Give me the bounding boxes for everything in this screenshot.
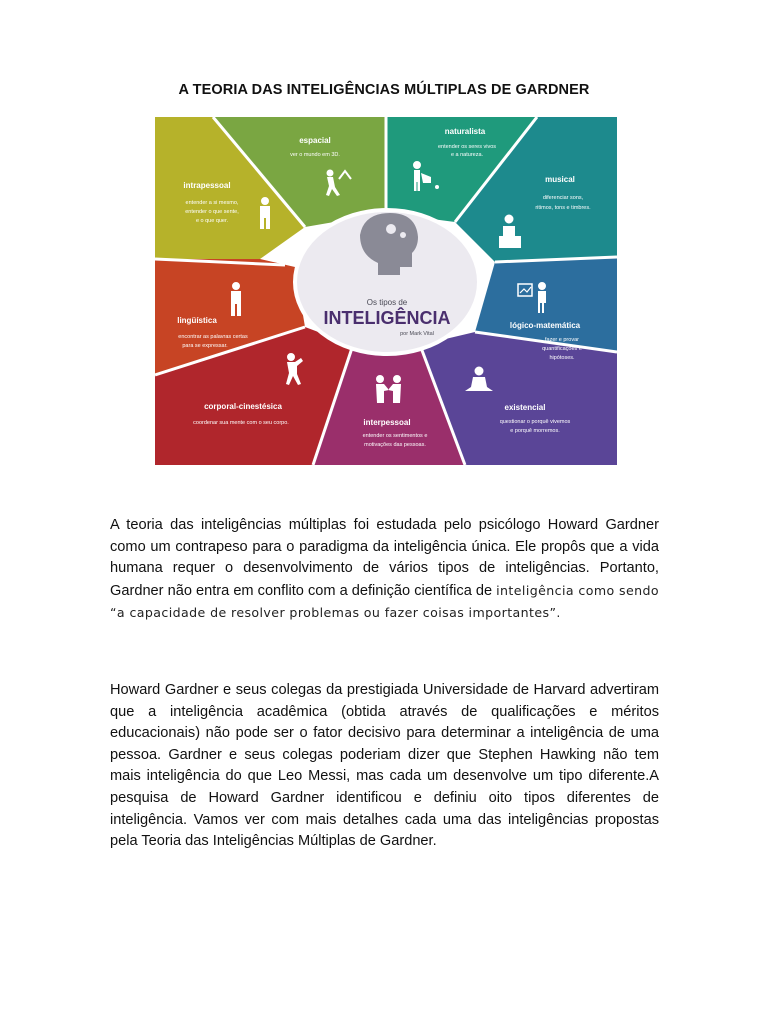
desc-espacial-1: ver o mundo em 3D. [290,152,340,158]
desc-logico-1: fazer e provar [545,337,579,343]
desc-logico-2: quantificações e [542,346,582,352]
desc-musical-1: diferenciar sons, [542,195,584,201]
label-interpessoal: interpessoal [363,418,411,427]
desc-corporal-1: coordenar sua mente com o seu corpo. [193,420,289,426]
center-title: INTELIGÊNCIA [323,308,451,328]
desc-musical-2: ritimos, tons e timbres. [535,205,591,211]
desc-existencial-2: e porquê morremos. [510,428,560,434]
desc-existencial-1: questionar o porquê vivemos [499,419,571,425]
paragraph-1 [110,515,659,625]
label-existencial: existencial [504,403,546,412]
desc-interpessoal-2: motivações das pessoas. [364,442,426,448]
desc-linguistica-2: para se expressar. [182,343,228,349]
document-title: A TEORIA DAS INTELIGÊNCIAS MÚLTIPLAS DE GARDNER [178,82,590,98]
label-intrapessoal: intrapessoal [183,181,231,190]
desc-intrapessoal-3: e o que quer. [195,218,229,224]
label-linguistica: lingüística [177,316,217,325]
desc-intrapessoal-1: entender a si mesmo, [185,200,239,206]
desc-naturalista-2: e a natureza. [450,152,484,158]
label-logico-matematica: lógico-matemática [509,321,581,330]
desc-interpessoal-1: entender os sentimentos e [362,433,428,439]
desc-linguistica-1: encontrar as palavras certas [178,334,248,340]
label-naturalista: naturalista [444,127,486,136]
center-author: por Mark Vital [400,331,434,337]
center-subtitle: Os tipos de [366,298,408,307]
label-espacial: espacial [299,136,331,145]
desc-intrapessoal-2: entender o que sente, [185,209,239,215]
desc-logico-3: hipótoses. [549,355,575,361]
label-musical: musical [545,175,575,184]
paragraph-1-definition: inteligência como sendo “a capacidade de resolver problemas ou fazer coisas importantes”. [110,582,659,621]
intelligence-types-infographic [155,117,617,465]
desc-naturalista-1: entender os seres vivos [437,144,497,150]
paragraph-2: Howard Gardner e seus colegas da prestigiada Universidade de Harvard advertiram que a inteligência acadêmica (obtida através de qualificações e méritos educacionais) não pode ser o fator decisivo para determinar a inteligência de uma pessoa. Gardner e seus colegas poderiam dizer que Stephen Hawking não tem mais inteligência do que Leo Messi, mas cada um desenvolve um tipo diferente.A pesquisa de Howard Gardner identificou e definiu oito tipos diferentes de inteligência. Vamos ver com mais detalhes cada uma das inteligências propostas pela Teoria das Inteligências Múltiplas de Gardner. [110,682,659,850]
paragraph-1-text: A teoria das inteligências múltiplas foi estudada pelo psicólogo Howard Gardner como um contrapeso para o paradigma da inteligência única. Ele propôs que a vida humana requer o desenvolvimento de vários tipos de inteligências. Portanto, Gardner não entra em conflito com a definição científica de [110,517,659,599]
label-corporal-cinestesica: corporal-cinestésica [204,402,282,411]
